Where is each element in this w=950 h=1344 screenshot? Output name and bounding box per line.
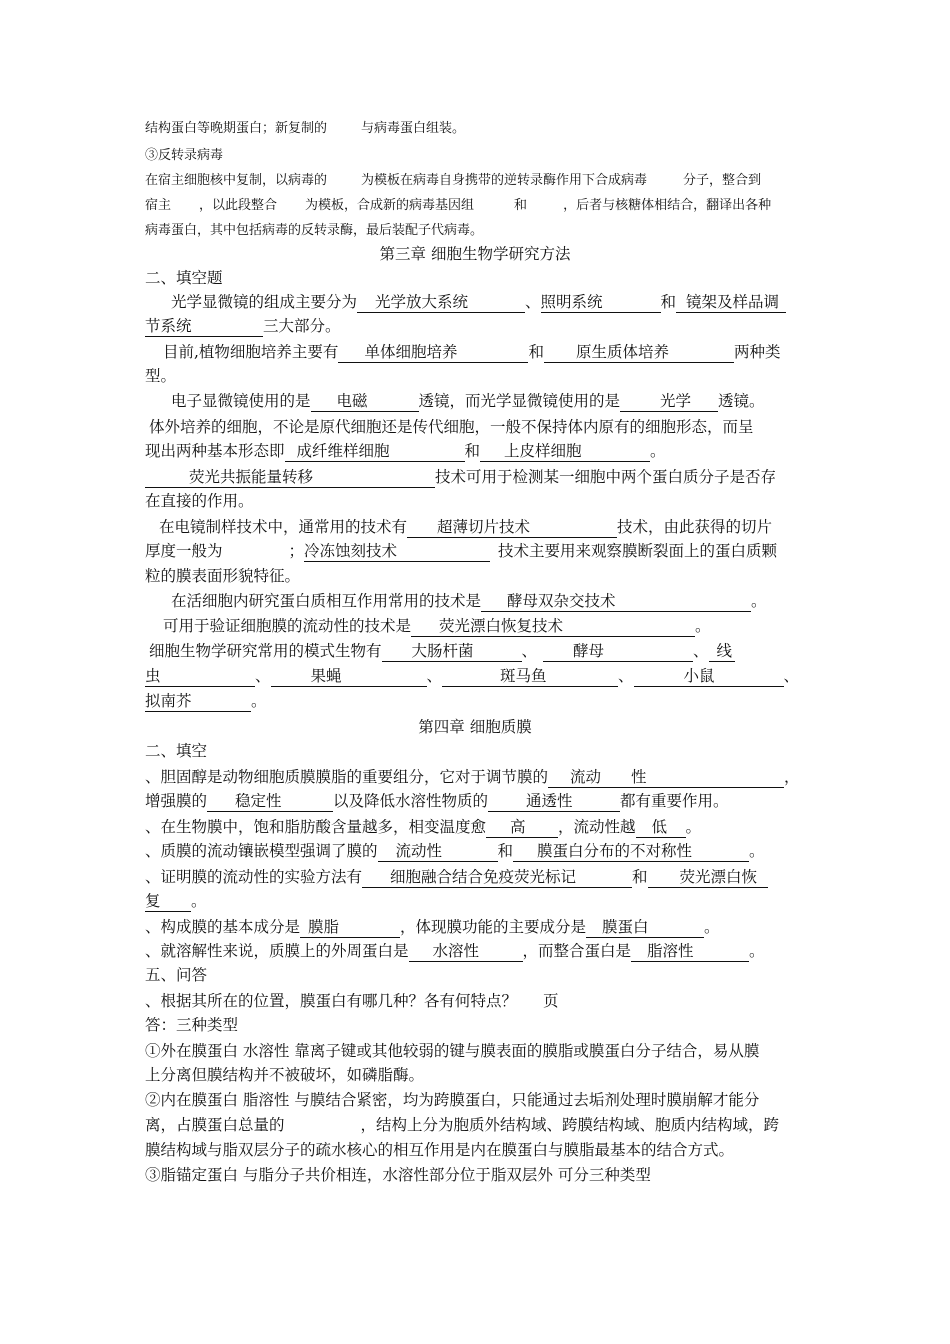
text: 。: [251, 692, 267, 710]
text: 在直接的作用。: [145, 492, 254, 510]
section-heading: 二、填空: [145, 742, 208, 760]
text: 透镜。: [718, 392, 765, 410]
question-line: [145, 840, 765, 862]
text: 宿主: [145, 198, 172, 213]
answer-line: 膜结构域与脂双层分子的疏水核心的相互作用是内在膜蛋白与膜脂最基本的结合方式。: [145, 1141, 735, 1159]
text: 技术可用于检测某一细胞中两个蛋白质分子是否存: [435, 468, 777, 486]
answer-blank: 小鼠: [683, 667, 715, 685]
answer-blank: 通透性: [526, 792, 573, 810]
answer-line: 答：三种类型: [145, 1016, 239, 1034]
question-line: [145, 291, 786, 313]
answer-blank: 脂溶性: [647, 942, 694, 960]
question-line: [145, 790, 729, 812]
answer-blank: 光学放大系统: [375, 293, 469, 311]
text: 为模板，合成新的病毒基因组: [305, 198, 475, 213]
answer-blank: 膜脂: [308, 918, 340, 936]
text: 可用于验证细胞膜的流动性的技术是: [163, 617, 412, 635]
text: 和: [497, 842, 514, 860]
answer-blank: 低: [651, 818, 668, 836]
text-line: [145, 145, 223, 167]
text: 分子，整合到: [683, 173, 762, 188]
question-line: [145, 890, 207, 912]
answer-blank: 电磁: [336, 392, 368, 410]
question-line: [145, 590, 767, 612]
answer-blank: 膜蛋白: [602, 918, 649, 936]
question-line: [145, 341, 780, 363]
text: 、: [525, 293, 541, 311]
text: 和: [528, 343, 544, 361]
text: 体外培养的细胞，不论是原代细胞还是传代细胞，一般不保持体内原有的细胞形态，而呈: [149, 418, 754, 436]
text: 与病毒蛋白组装。: [361, 121, 466, 136]
question-line: [145, 440, 666, 462]
text: 、在生物膜中，饱和脂肪酸含量越多，相变温度愈: [145, 818, 487, 836]
chapter-title: 第四章 细胞质膜: [418, 718, 532, 736]
question-line: [145, 640, 735, 662]
answer-blank: 荧光漂白恢复技术: [439, 617, 564, 635]
text-line: [145, 170, 761, 192]
text: 。: [695, 617, 711, 635]
answer-blank: 原生质体培养: [575, 343, 669, 361]
text: 、: [693, 642, 709, 660]
text: 技术，由此获得的切片: [617, 518, 773, 536]
text: 。: [751, 592, 767, 610]
text: 在活细胞内研究蛋白质相互作用常用的技术是: [171, 592, 482, 610]
text: 。: [685, 818, 702, 836]
text: 三大部分。: [263, 317, 341, 335]
answer-blank: 膜蛋白分布的不对称性: [537, 842, 693, 860]
answer-blank: 节系统: [145, 317, 192, 335]
text: 在电镜制样技术中，通常用的技术有: [159, 518, 408, 536]
answer-blank: 线: [716, 642, 733, 660]
text: 。: [749, 842, 765, 860]
answer-blank: 复: [145, 892, 161, 910]
question-line: [145, 990, 559, 1012]
text: 、证明膜的流动性的实验方法有: [145, 868, 363, 886]
text: ；: [288, 542, 305, 560]
text: 以及降低水溶性物质的: [333, 792, 489, 810]
answer-blank: 斑马鱼: [500, 667, 547, 685]
answer-blank: 拟南芥: [145, 692, 192, 710]
question-line: [145, 490, 254, 512]
text: 。: [704, 918, 720, 936]
section-heading: 二、填空题: [145, 269, 223, 287]
answer-blank: 镜架及样品调: [686, 293, 780, 311]
text: ③反转录病毒: [145, 148, 224, 163]
text: 光学显微镜的组成主要分为: [171, 293, 358, 311]
text: 为模板在病毒自身携带的逆转录酶作用下合成病毒: [361, 173, 648, 188]
text: ，而整合蛋白是: [522, 942, 632, 960]
answer-blank: 稳定性: [235, 792, 282, 810]
text: ，: [784, 768, 800, 786]
answer-blank: 成纤维样细胞: [296, 442, 390, 460]
question-line: [145, 940, 765, 962]
text: 离，占膜蛋白总量的: [145, 1116, 285, 1134]
text: 现出两种基本形态即: [145, 442, 285, 460]
text: 型。: [145, 367, 177, 385]
text: 、: [521, 642, 538, 660]
text: 两种类: [733, 343, 781, 361]
text: 病毒蛋白，其中包括病毒的反转录酶，最后装配子代病毒。: [145, 223, 484, 238]
text: 。: [191, 892, 207, 910]
answer-blank: 冷冻蚀刻技术: [304, 542, 398, 560]
text: 、: [618, 667, 634, 685]
answer-blank: 荧光漂白恢: [679, 868, 758, 886]
question-line: [145, 516, 772, 538]
answer-blank: 酵母双杂交技术: [507, 592, 616, 610]
answer-line: ③脂锚定蛋白 与脂分子共价相连，水溶性部分位于脂双层外 可分三种类型: [145, 1166, 651, 1184]
answer-blank: 酵母: [573, 642, 605, 660]
answer-blank: 大肠杆菌: [411, 642, 474, 660]
text: 、根据其所在的位置，膜蛋白有哪几种？各有何特点？: [145, 992, 518, 1010]
question-line: [145, 615, 711, 637]
text: ，体现膜功能的主要成分是: [400, 918, 587, 936]
question-line: [145, 766, 800, 788]
text: 都有重要作用。: [620, 792, 729, 810]
text: 、: [783, 667, 800, 685]
text: 。: [650, 442, 666, 460]
text: 和: [660, 293, 677, 311]
section-heading: 五、问答: [145, 966, 208, 984]
text: ，结构上分为胞质外结构域、跨膜结构域、胞质内结构域，跨: [360, 1116, 780, 1134]
text: 结构蛋白等晚期蛋白；新复制的: [145, 121, 328, 136]
text: 和: [464, 442, 481, 460]
text-line: [145, 220, 483, 242]
text: 、就溶解性来说，质膜上的外周蛋白是: [145, 942, 409, 960]
answer-blank: 流动性: [395, 842, 443, 860]
text: 、胆固醇是动物细胞质膜膜脂的重要组分，它对于调节膜的: [145, 768, 549, 786]
text: ，流动性越: [558, 818, 636, 836]
text: 细胞生物学研究常用的模式生物有: [149, 642, 382, 660]
text: ，以此段整合: [199, 198, 278, 213]
text: 透镜，而光学显微镜使用的是: [418, 392, 621, 410]
question-line: [145, 690, 267, 712]
answer-blank: 高: [510, 818, 526, 836]
text: 页: [543, 992, 559, 1010]
question-line: [145, 390, 765, 412]
text-line: [145, 195, 771, 217]
answer-line: 上分离但膜结构并不被破坏，如磷脂酶。: [145, 1066, 425, 1084]
answer-line: ②内在膜蛋白 脂溶性 与膜结合紧密，均为跨膜蛋白，只能通过去垢剂处理时膜崩解才能分: [145, 1091, 760, 1109]
question-line: [145, 916, 720, 938]
text: 目前,植物细胞培养主要有: [163, 343, 339, 361]
question-line: [145, 365, 176, 387]
text: 粒的膜表面形貌特征。: [145, 567, 301, 585]
text: 、构成膜的基本成分是: [145, 918, 301, 936]
answer-blank: 流动: [570, 768, 602, 786]
answer-blank: 虫: [145, 667, 161, 685]
question-line: [145, 540, 777, 562]
text: 、: [255, 667, 271, 685]
question-line: [145, 565, 300, 587]
chapter-title: 第三章 细胞生物学研究方法: [379, 245, 571, 263]
answer-blank: 照明系统: [540, 293, 603, 311]
text: 、: [426, 667, 443, 685]
question-line: [145, 315, 341, 337]
question-line: [145, 866, 768, 888]
answer-blank: 超薄切片技术: [437, 518, 531, 536]
question-line: [145, 816, 701, 838]
text: 和: [632, 868, 648, 886]
question-line: [145, 665, 799, 687]
text: 电子显微镜使用的是: [171, 392, 311, 410]
answer-blank: 果蝇: [310, 667, 342, 685]
answer-blank: 性: [631, 768, 647, 786]
question-line: [145, 416, 754, 438]
question-line: [145, 466, 776, 488]
text: 和: [514, 198, 528, 213]
answer-line: [145, 1114, 779, 1136]
answer-blank: 单体细胞培养: [364, 343, 458, 361]
answer-blank: 光学: [660, 392, 692, 410]
text: 。: [749, 942, 765, 960]
text: 厚度一般为: [145, 542, 223, 560]
answer-line: ①外在膜蛋白 水溶性 靠离子键或其他较弱的键与膜表面的膜脂或膜蛋白分子结合，易从膜: [145, 1042, 760, 1060]
answer-blank: 水溶性: [432, 942, 480, 960]
answer-blank: 上皮样细胞: [504, 442, 582, 460]
text: 、质膜的流动镶嵌模型强调了膜的: [145, 842, 378, 860]
text: 增强膜的: [145, 792, 208, 810]
text: ，后者与核糖体相结合，翻译出各种: [563, 198, 772, 213]
text-line: [145, 118, 465, 140]
answer-blank: 荧光共振能量转移: [189, 468, 314, 486]
text: 技术主要用来观察膜断裂面上的蛋白质颗: [498, 542, 778, 560]
answer-blank: 细胞融合结合免疫荧光标记: [390, 868, 577, 886]
text: 在宿主细胞核中复制，以病毒的: [145, 173, 328, 188]
